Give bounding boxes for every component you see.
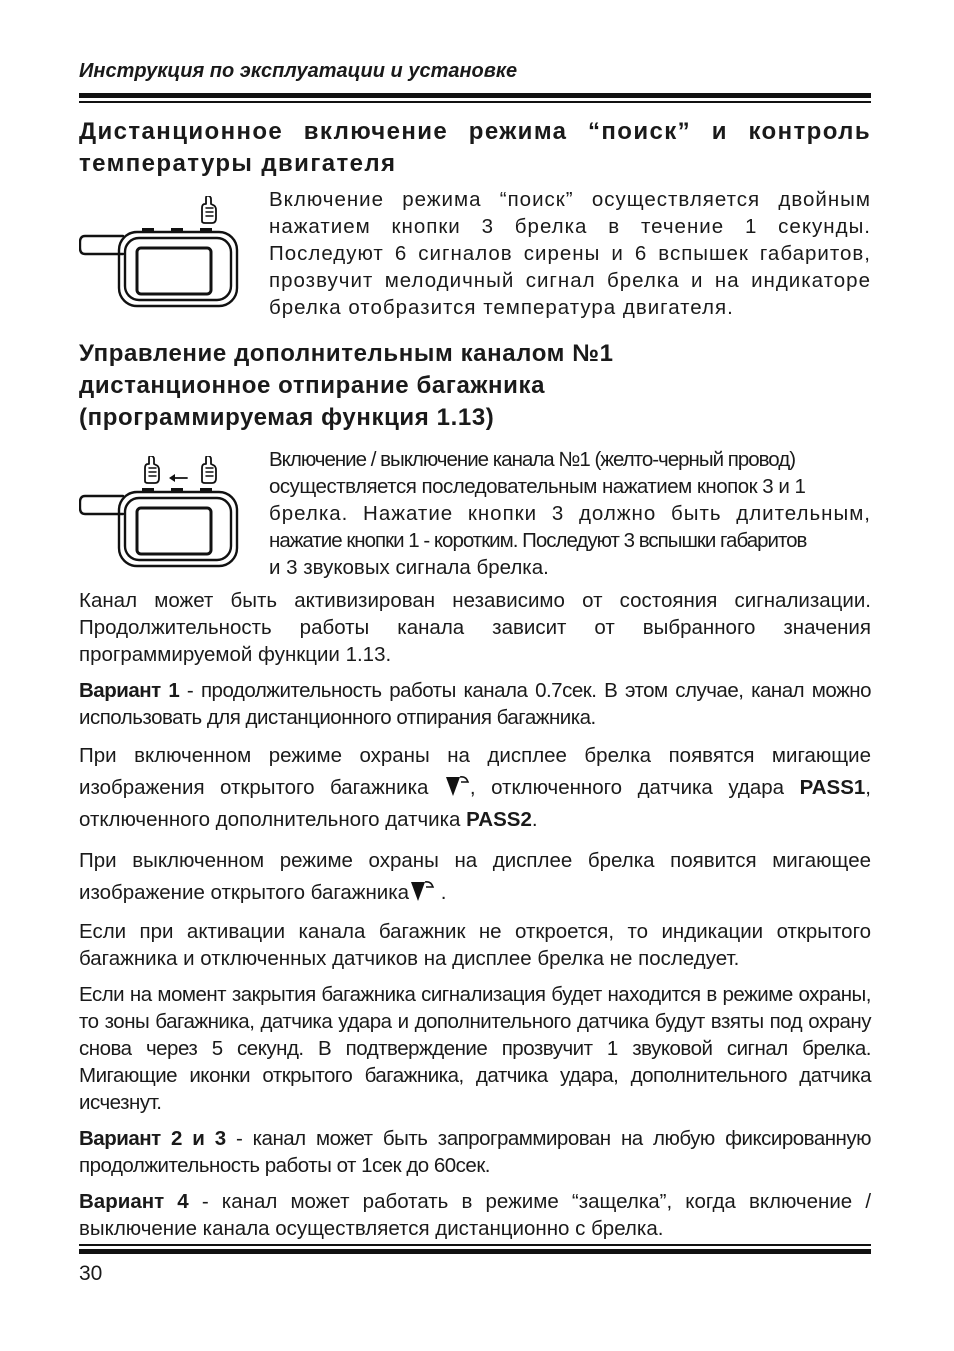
section-channel-title: Управление дополнительным каналом №1 дистанционное отпирание багажника (программируемая функция 1.13) bbox=[79, 340, 614, 431]
page-number: 30 bbox=[79, 1262, 103, 1285]
disarmed-paragraph: При выключенном режиме охраны на дисплее брелка появится мигающее изображение открытого багажника . bbox=[79, 849, 871, 904]
variant1-paragraph: Вариант 1 - продолжительность работы канала 0.7сек. В этом случае, канал можно использовать для дистанционного отпирания багажника. bbox=[79, 679, 872, 729]
header-rule-thin bbox=[79, 101, 871, 103]
footer-rule-thin bbox=[79, 1244, 871, 1246]
key-fob-button3-icon bbox=[79, 196, 249, 308]
channel-intro: Включение / выключение канала №1 (желто-черный провод) осуществляется последовательным нажатием кнопок 3 и 1 брелка. Нажатие кнопки 3 должно быть длительным, нажатие кнопки 1 - коротким. Последуют 3 вспышки габаритов и 3 звуковых сигнала брелка. bbox=[269, 448, 871, 579]
open-trunk-icon bbox=[409, 879, 435, 905]
footer-rule-thick bbox=[79, 1249, 871, 1254]
variant23-paragraph: Вариант 2 и 3 - канал может быть запрограммирован на любую фиксированную продолжительность работы от 1сек до 60сек. bbox=[79, 1127, 871, 1177]
open-trunk-icon bbox=[444, 774, 470, 800]
manual-page bbox=[79, 0, 871, 1351]
variant4-paragraph: Вариант 4 - канал может работать в режиме “защелка”, когда включение / выключение канала осуществляется дистанционно с брелка. bbox=[79, 1190, 872, 1240]
channel-body bbox=[79, 587, 871, 1251]
closing-paragraph: Если на момент закрытия багажника сигнализация будет находится в режиме охраны, то зоны багажника, датчика удара и дополнительного датчика будут взяты под охрану снова через 5 секунд. В подтверждение прозвучит 1 звуковой сигнал брелка. Мигающие иконки открытого багажника, датчика удара, дополнительного датчика исчезнут. bbox=[79, 983, 871, 1114]
armed-paragraph: При включенном режиме охраны на дисплее брелка появятся мигающие изображения открытого багажника , отключенного датчика удара PASS1, отключенного дополнительного датчика PASS2. bbox=[79, 744, 871, 831]
activation-paragraph: Канал может быть активизирован независимо от состояния сигнализации. Продолжительность работы канала зависит от выбранного значения программируемой функции 1.13. bbox=[79, 589, 871, 666]
header-rule-thick bbox=[79, 93, 871, 98]
search-description: Включение режима “поиск” осуществляется двойным нажатием кнопки 3 брелка в течение 1 секунды. Последуют 6 сигналов сирены и 6 вспышек габаритов, прозвучит мелодичный сигнал брелка и на индикаторе брелка отобразится температура двигателя. bbox=[269, 188, 871, 319]
no-open-paragraph: Если при активации канала багажник не откроется, то индикации открытого багажника и отключенных датчиков на дисплее брелка не последует. bbox=[79, 920, 871, 970]
section-search-title: Дистанционное включение режима “поиск” и контроль температуры двигателя bbox=[79, 118, 871, 177]
running-title: Инструкция по эксплуатации и установке bbox=[79, 60, 518, 82]
key-fob-buttons-3-then-1-icon bbox=[79, 456, 249, 568]
